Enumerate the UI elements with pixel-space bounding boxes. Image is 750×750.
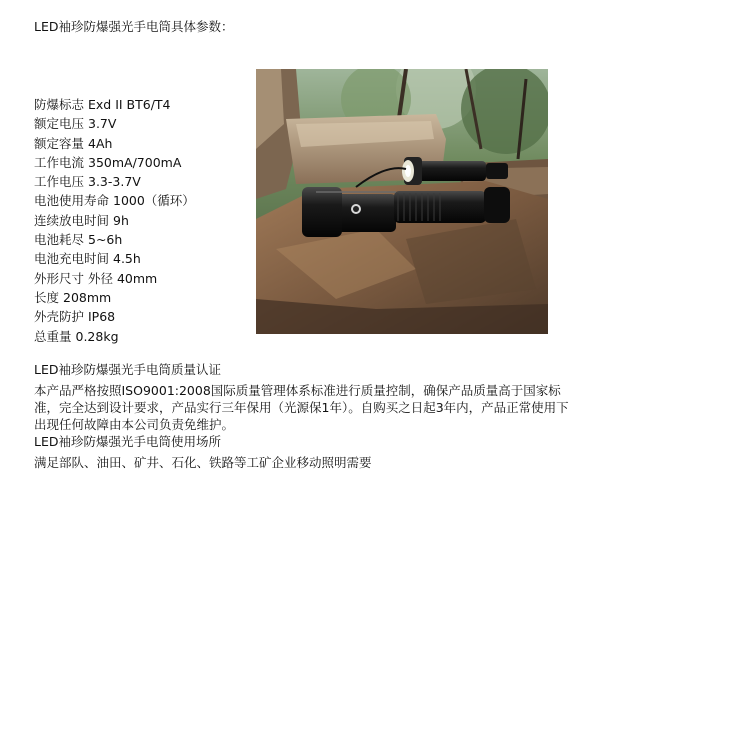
spec-label: 外壳防护 bbox=[34, 309, 85, 325]
spec-label: 电池充电时间 bbox=[34, 251, 110, 267]
spec-label: 防爆标志 bbox=[34, 97, 85, 112]
spec-value: 0.28kg bbox=[75, 328, 119, 344]
spec-label: 工作电压 bbox=[34, 174, 85, 190]
spec-value: 208mm bbox=[63, 289, 112, 305]
spec-row bbox=[34, 327, 195, 346]
product-photo bbox=[256, 69, 548, 334]
spec-label: 电池耗尽 bbox=[34, 232, 85, 248]
spec-row bbox=[34, 288, 195, 307]
spec-value: 1000（循环） bbox=[113, 193, 195, 209]
page-title: LED袖珍防爆强光手电筒具体参数： bbox=[34, 19, 234, 34]
spec-label: 外形尺寸 bbox=[34, 270, 85, 286]
usage-text: 满足部队、油田、矿井、石化、铁路等工矿企业移动照明需要 bbox=[34, 455, 372, 470]
quality-text: 本产品严格按照ISO9001:2008国际质量管理体系标准进行质量控制，确保产品质量高于国家标准，完全达到设计要求，产品实行三年保用（光源保1年）。自购买之日起3年内，产品正常使用下出现任何故障由本公司负责免维护。 bbox=[34, 383, 569, 432]
spec-value: IP68 bbox=[88, 309, 116, 325]
spec-label: 额定电压 bbox=[34, 116, 85, 132]
spec-value: Exd II BT6/T4 bbox=[88, 97, 171, 112]
usage-heading: LED袖珍防爆强光手电筒使用场所 bbox=[34, 434, 221, 449]
spec-label: 工作电流 bbox=[34, 154, 85, 170]
spec-value: 350mA/700mA bbox=[88, 154, 182, 170]
spec-row bbox=[34, 191, 195, 210]
spec-row bbox=[34, 134, 195, 153]
spec-value: 外径 40mm bbox=[88, 270, 158, 286]
spec-row bbox=[34, 114, 195, 133]
spec-value: 4.5h bbox=[113, 251, 141, 267]
spec-row bbox=[34, 95, 195, 114]
spec-label: 长度 bbox=[34, 289, 60, 305]
spec-label: 连续放电时间 bbox=[34, 212, 110, 228]
spec-label: 额定容量 bbox=[34, 135, 85, 151]
quality-heading: LED袖珍防爆强光手电筒质量认证 bbox=[34, 362, 221, 377]
spec-label: 总重量 bbox=[34, 328, 72, 344]
spec-row bbox=[34, 211, 195, 230]
spec-row bbox=[34, 153, 195, 172]
spec-value: 9h bbox=[113, 212, 129, 228]
spec-value: 3.3-3.7V bbox=[88, 174, 141, 190]
spec-value: 5~6h bbox=[88, 232, 123, 248]
spec-row bbox=[34, 307, 195, 326]
spec-row bbox=[34, 249, 195, 268]
spec-row bbox=[34, 230, 195, 249]
spec-value: 4Ah bbox=[88, 135, 113, 151]
spec-label: 电池使用寿命 bbox=[34, 193, 110, 209]
spec-row bbox=[34, 172, 195, 191]
spec-row bbox=[34, 269, 195, 288]
spec-list bbox=[34, 95, 195, 346]
spec-value: 3.7V bbox=[88, 116, 117, 132]
